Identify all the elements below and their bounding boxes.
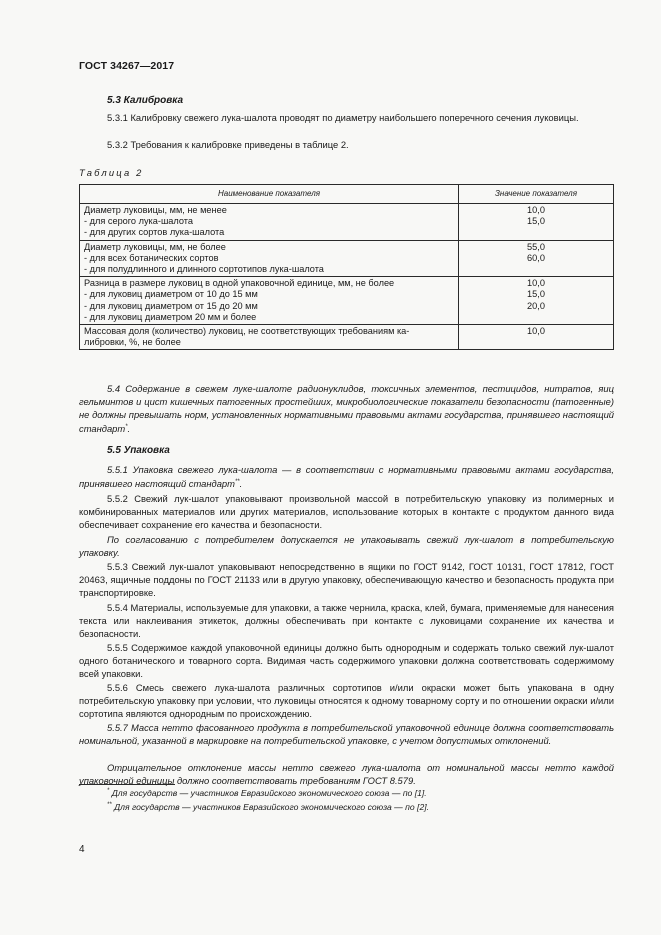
table-cell-text: Массовая доля (количество) луковиц, не соответствующих требованиям ка- <box>84 326 410 337</box>
table-row <box>80 325 614 350</box>
section-5-5-title: 5.5 Упаковка <box>107 445 170 456</box>
table-cell-value: 15,0 <box>527 289 545 300</box>
table-cell-text: Диаметр луковицы, мм, не менее <box>84 205 227 215</box>
para-5-5-7: 5.5.7 Масса нетто фасованного продукта в потребительской упаковочной единице должна соответствовать номинальной, указанной в маркировке на потребительской упаковке, с учетом допустимых отклонений. <box>79 722 614 746</box>
table-cell-text: - для серого лука-шалота <box>84 216 194 227</box>
table-cell-value: 60,0 <box>527 252 545 263</box>
table-cell-value: 55,0 <box>527 241 545 252</box>
table-header-row <box>80 185 614 204</box>
para-5-3-1: 5.3.1 Калибровку свежего лука-шалота проводят по диаметру наибольшего поперечного сечения луковицы. <box>107 112 579 123</box>
table-row <box>80 277 614 325</box>
table-cell-text: - для луковиц диаметром 20 мм и более <box>84 311 257 322</box>
para-5-5-2: 5.5.2 Свежий лук-шалот упаковывают произвольной массой в потребительскую упаковку из полимерных и комбинированных материалов или других материалов, использование которых в контакте с продуктом данного вида обеспечивает сохранение его качества и безопасности. <box>79 493 614 530</box>
section-5-3-title: 5.3 Калибровка <box>107 95 184 106</box>
table-cell-text: - для луковиц диаметром от 10 до 15 мм <box>84 289 258 300</box>
para-5-5-6: 5.5.6 Смесь свежего лука-шалота различных сортотипов и/или окраски может быть упакована в одну потребительскую упаковку при условии, что луковицы относятся к одному товарному сорту и по отношении окраски и/или сортотипа являются однородным по происхождению. <box>79 682 614 719</box>
footnote-2: ** Для государств — участников Евразийского экономического союза — по [2]. <box>107 802 429 812</box>
para-5-4: 5.4 Содержание в свежем луке-шалоте радионуклидов, токсичных элементов, пестицидов, нитратов, яиц гельминтов и цист кишечных патогенных простейших, микробиологические показатели безопасности (патогенные) не должны превышать норм, установленных нормативными правовыми актами государства, принявшего настоящий стандарт*. <box>79 383 614 435</box>
table-cell-value: 10,0 <box>527 326 545 337</box>
table-cell-value: 10,0 <box>527 205 545 215</box>
table-cell-text: Диаметр луковицы, мм, не более <box>84 241 226 252</box>
table-header-name: Наименование показателя <box>80 185 459 204</box>
table-header-value: Значение показателя <box>459 185 614 204</box>
table-cell-text: Разница в размере луковиц в одной упаковочной единице, мм, не более <box>84 278 395 289</box>
table-cell-text: либровки, %, не более <box>84 337 181 348</box>
footnote-divider <box>79 784 175 785</box>
page-number: 4 <box>79 844 85 855</box>
table-row <box>80 240 614 277</box>
table-cell-text: - для всех ботанических сортов <box>84 252 219 263</box>
calibration-table <box>79 184 614 350</box>
para-5-5-4: 5.5.4 Материалы, используемые для упаковки, а также чернила, краска, клей, бумага, применяемые для нанесения текста или наклеивания этикеток, должны обеспечивать при контакте с луковицами сохранение их качества и безопасности. <box>79 602 614 639</box>
para-5-3-2: 5.3.2 Требования к калибровке приведены в таблице 2. <box>107 139 349 150</box>
table-cell-value: 10,0 <box>527 278 545 289</box>
table-cell-text: - для луковиц диаметром от 15 до 20 мм <box>84 300 258 311</box>
table-row <box>80 204 614 241</box>
para-5-5-1: 5.5.1 Упаковка свежего лука-шалота — в соответствии с нормативными правовыми актами государства, принявшего настоящий стандарт**. <box>79 464 614 490</box>
para-5-5-7-deviation: Отрицательное отклонение массы нетто свежего лука-шалота от номинальной массы нетто каждой упаковочной единицы должно соответствовать требованиям ГОСТ 8.579. <box>79 762 614 786</box>
table-caption: Таблица 2 <box>79 167 144 178</box>
para-5-5-2-note: По согласованию с потребителем допускается не упаковывать свежий лук-шалот в потребительскую упаковку. <box>79 534 614 558</box>
table-cell-value: 20,0 <box>527 300 545 311</box>
para-5-5-3: 5.5.3 Свежий лук-шалот упаковывают непосредственно в ящики по ГОСТ 9142, ГОСТ 10131, ГОСТ 17812, ГОСТ 20463, ящичные поддоны по ГОСТ 21133 или в другую упаковку, обеспечивающую качество и безопасность продукта при транспортировке. <box>79 561 614 598</box>
table-cell-value: 15,0 <box>527 216 545 227</box>
para-5-5-5: 5.5.5 Содержимое каждой упаковочной единицы должно быть однородным и содержать только свежий лук-шалот одного ботанического и товарного сорта. Видимая часть содержимого упаковки должна соответствовать содержимому всей упаковки. <box>79 642 614 679</box>
footnote-1: * Для государств — участников Евразийского экономического союза — по [1]. <box>107 788 427 798</box>
table-cell-text: - для других сортов лука-шалота <box>84 227 225 238</box>
document-header: ГОСТ 34267—2017 <box>79 60 175 72</box>
table-cell-text: - для полудлинного и длинного сортотипов лука-шалота <box>84 264 324 275</box>
